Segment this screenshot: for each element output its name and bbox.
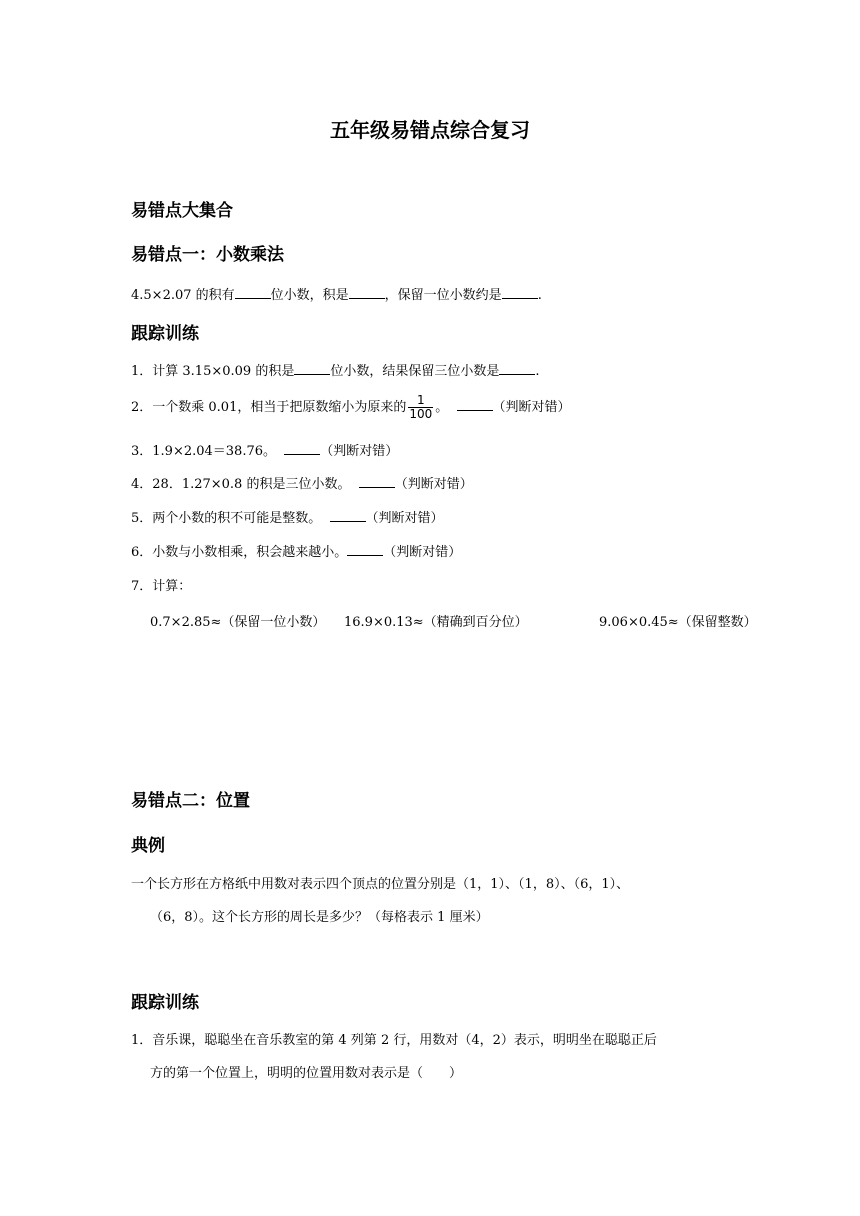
position-question-line-2: 方的第一个位置上，明明的位置用数对表示是（ ） <box>150 1066 463 1081</box>
answer-blank[interactable] <box>347 544 383 556</box>
question-text: 2．一个数乘 0.01，相当于把原数缩小为原来的 <box>131 400 407 415</box>
example-heading: 典例 <box>131 836 165 856</box>
question-text: 6．小数与小数相乘，积会越来越小。 <box>131 545 348 560</box>
section-heading-collection: 易错点大集合 <box>131 201 233 221</box>
example-question <box>131 284 542 303</box>
answer-blank[interactable] <box>502 287 538 299</box>
question-text: 3．1.9×2.04＝38.76。 <box>131 444 276 459</box>
fraction <box>408 394 433 421</box>
judge-hint: （判断对错） <box>320 444 399 459</box>
question-2 <box>131 394 571 421</box>
answer-blank[interactable] <box>457 399 493 411</box>
fraction-numerator: 1 <box>408 394 433 408</box>
example-text-3: ，保留一位小数约是 <box>384 288 502 303</box>
judge-hint: （判断对错） <box>492 400 571 415</box>
follow-up-heading-2: 跟踪训练 <box>131 993 199 1013</box>
follow-up-heading: 跟踪训练 <box>131 324 199 344</box>
calc-item-3: 9.06×0.45≈（保留整数） <box>599 615 757 630</box>
fraction-denominator: 100 <box>409 407 433 421</box>
question-5 <box>131 507 444 526</box>
answer-blank[interactable] <box>284 443 320 455</box>
section-heading-position: 易错点二：位置 <box>131 791 250 811</box>
question-text: 4．28．1.27×0.8 的积是三位小数。 <box>131 477 351 492</box>
question-4 <box>131 473 473 492</box>
answer-blank[interactable] <box>330 510 366 522</box>
question-text: 位小数，结果保留三位小数是 <box>330 364 500 379</box>
question-text: 5．两个小数的积不可能是整数。 <box>131 511 322 526</box>
judge-hint: （判断对错） <box>365 511 444 526</box>
calc-item-2: 16.9×0.13≈（精确到百分位） <box>344 615 528 630</box>
question-text: . <box>535 364 540 379</box>
example-line-1: 一个长方形在方格纸中用数对表示四个顶点的位置分别是（1，1）、（1，8）、（6，1）、 <box>131 877 630 892</box>
question-3 <box>131 440 398 459</box>
answer-blank[interactable] <box>499 363 535 375</box>
example-line-2: （6，8）。这个长方形的周长是多少？（每格表示 1 厘米） <box>150 910 489 925</box>
example-text-1: 4.5×2.07 的积有 <box>131 288 235 303</box>
question-7: 7．计算： <box>131 579 192 594</box>
judge-hint: （判断对错） <box>394 477 473 492</box>
calc-item-1: 0.7×2.85≈（保留一位小数） <box>150 615 326 630</box>
page-title: 五年级易错点综合复习 <box>330 118 530 142</box>
question-text: 。 <box>435 400 449 415</box>
question-6 <box>131 541 461 560</box>
section-heading-decimal-multiplication: 易错点一：小数乘法 <box>131 245 284 265</box>
answer-blank[interactable] <box>349 287 385 299</box>
question-text: 1．计算 3.15×0.09 的积是 <box>131 364 295 379</box>
example-text-4: . <box>537 288 542 303</box>
example-text-2: 位小数，积是 <box>270 288 349 303</box>
answer-blank[interactable] <box>359 476 395 488</box>
position-question-line-1: 1．音乐课，聪聪坐在音乐教室的第 4 列第 2 行，用数对（4，2）表示，明明坐在聪聪正后 <box>131 1033 657 1048</box>
answer-blank[interactable] <box>235 287 271 299</box>
judge-hint: （判断对错） <box>383 545 462 560</box>
question-1 <box>131 360 539 379</box>
answer-blank[interactable] <box>294 363 330 375</box>
